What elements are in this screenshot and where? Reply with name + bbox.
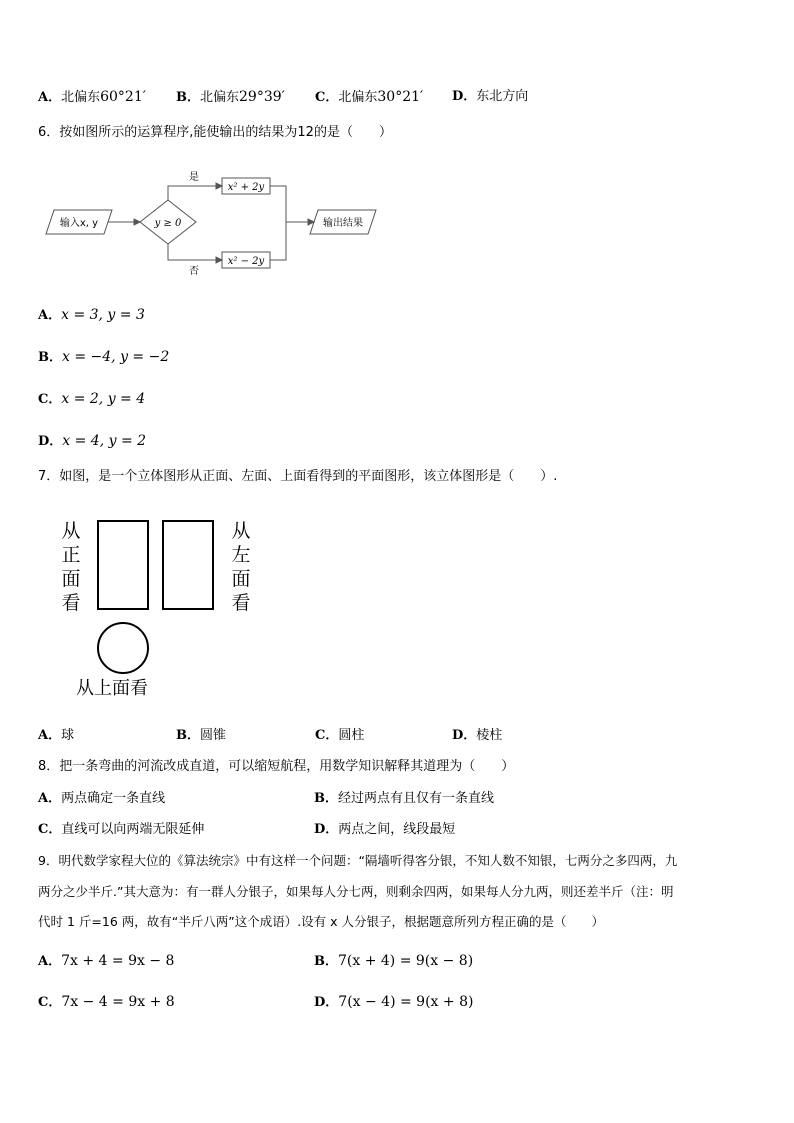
option-letter: C． xyxy=(315,90,339,105)
option-letter: B． xyxy=(38,350,62,365)
q8-stem: 8．把一条弯曲的河流改成直道，可以缩短航程，用数学知识解释其道理为（ ） xyxy=(38,759,515,774)
option-letter: C． xyxy=(38,822,62,837)
arrow-head xyxy=(216,257,222,263)
q6-option-b[interactable] xyxy=(38,348,169,367)
option-text: x = 2, y = 4 xyxy=(61,391,146,407)
option-letter: A． xyxy=(38,90,62,105)
option-letter: D． xyxy=(38,434,63,449)
option-letter: A． xyxy=(38,728,62,743)
option-value: 60°21′ xyxy=(100,89,146,105)
q6-option-a[interactable] xyxy=(38,306,145,325)
q6-stem: 6．按如图所示的运算程序,能使输出的结果为12的是（ ） xyxy=(38,125,392,140)
option-text: 7(x − 4) = 9(x + 8) xyxy=(338,994,474,1010)
q8-option-a[interactable] xyxy=(38,790,165,808)
option-letter: C． xyxy=(38,995,62,1010)
option-text: 棱柱 xyxy=(476,728,503,743)
q7-option-a[interactable] xyxy=(38,727,74,745)
option-letter: D． xyxy=(452,89,477,104)
yes-label: 是 xyxy=(189,172,199,183)
q7-option-b[interactable] xyxy=(176,727,226,745)
option-letter: A． xyxy=(38,791,62,806)
option-text: 两点确定一条直线 xyxy=(61,791,166,806)
q8-option-d[interactable] xyxy=(314,821,455,839)
q5-option-a[interactable] xyxy=(38,88,146,107)
option-letter: B． xyxy=(176,90,200,105)
option-text: 球 xyxy=(61,728,75,743)
option-prefix: 北偏东 xyxy=(338,90,378,105)
q7-stem: 7．如图，是一个立体图形从正面、左面、上面看得到的平面图形，该立体图形是（ ）. xyxy=(38,469,558,484)
option-letter: C． xyxy=(38,392,62,407)
option-letter: B． xyxy=(314,954,338,969)
q9-option-d[interactable] xyxy=(314,993,473,1012)
q6-option-c[interactable] xyxy=(38,390,145,409)
option-letter: C． xyxy=(315,728,339,743)
output-label: 输出结果 xyxy=(323,218,363,229)
option-letter: D． xyxy=(314,995,339,1010)
option-text: 直线可以向两端无限延伸 xyxy=(61,822,205,837)
option-value: 30°21′ xyxy=(377,89,424,105)
q9-stem-line-3: 代时 1 斤=16 两，故有“半斤八两”这个成语）.设有 x 人分银子，根据题意所列方程正确的是（ ） xyxy=(38,914,605,929)
q5-option-c[interactable] xyxy=(315,88,423,107)
q9-option-c[interactable] xyxy=(38,993,175,1012)
option-text: x = 3, y = 3 xyxy=(61,307,145,323)
arrow-head xyxy=(134,219,140,225)
no-expression: x² − 2y xyxy=(227,256,265,267)
left-view-rectangle xyxy=(162,520,214,610)
q9-stem-line-1: 9．明代数学家程大位的《算法统宗》中有这样一个问题：“隔墙听得客分银，不知人数不知银，七两分之多四两，九 xyxy=(38,853,678,868)
option-letter: B． xyxy=(314,791,338,806)
option-prefix: 北偏东 xyxy=(200,90,240,105)
left-view-label: 从左面看 xyxy=(231,520,251,614)
option-text: 圆锥 xyxy=(200,728,227,743)
yes-line xyxy=(168,186,222,200)
option-text: x = 4, y = 2 xyxy=(62,433,147,449)
q6-flowchart xyxy=(44,164,384,280)
option-text: 经过两点有且仅有一条直线 xyxy=(338,791,495,806)
option-letter: B． xyxy=(176,728,200,743)
condition-label: y ≥ 0 xyxy=(154,218,182,229)
no-line xyxy=(168,244,222,260)
merge-line xyxy=(270,186,286,260)
q8-option-c[interactable] xyxy=(38,821,204,839)
q9-option-b[interactable] xyxy=(314,952,473,971)
option-text: 7(x + 4) = 9(x − 8) xyxy=(338,953,474,969)
option-letter: A． xyxy=(38,308,62,323)
input-label: 输入x, y xyxy=(59,218,99,229)
option-text: x = −4, y = −2 xyxy=(62,349,170,365)
q7-option-d[interactable] xyxy=(452,727,502,745)
front-view-label: 从正面看 xyxy=(61,520,81,614)
option-text: 7x + 4 = 9x − 8 xyxy=(61,953,175,969)
q5-option-d[interactable] xyxy=(452,88,528,106)
top-view-label: 从上面看 xyxy=(76,678,148,699)
arrow-head xyxy=(216,183,222,189)
q7-option-c[interactable] xyxy=(315,727,364,745)
option-letter: D． xyxy=(314,822,339,837)
option-prefix: 北偏东 xyxy=(61,90,101,105)
q5-option-b[interactable] xyxy=(176,88,285,107)
option-value: 东北方向 xyxy=(476,89,529,104)
q6-option-d[interactable] xyxy=(38,432,146,451)
option-text: 7x − 4 = 9x + 8 xyxy=(61,994,175,1010)
yes-expression: x² + 2y xyxy=(227,182,265,193)
option-value: 29°39′ xyxy=(239,89,285,105)
q8-option-b[interactable] xyxy=(314,790,494,808)
front-view-rectangle xyxy=(97,520,149,610)
top-view-circle xyxy=(97,622,149,674)
option-text: 两点之间，线段最短 xyxy=(338,822,456,837)
no-label: 否 xyxy=(189,266,199,277)
option-text: 圆柱 xyxy=(338,728,365,743)
q9-option-a[interactable] xyxy=(38,952,174,971)
option-letter: D． xyxy=(452,728,477,743)
q9-stem-line-2: 两分之少半斤.”其大意为：有一群人分银子，如果每人分七两，则剩余四两，如果每人分九两，则还差半斤（注：明 xyxy=(38,884,674,899)
option-letter: A． xyxy=(38,954,62,969)
